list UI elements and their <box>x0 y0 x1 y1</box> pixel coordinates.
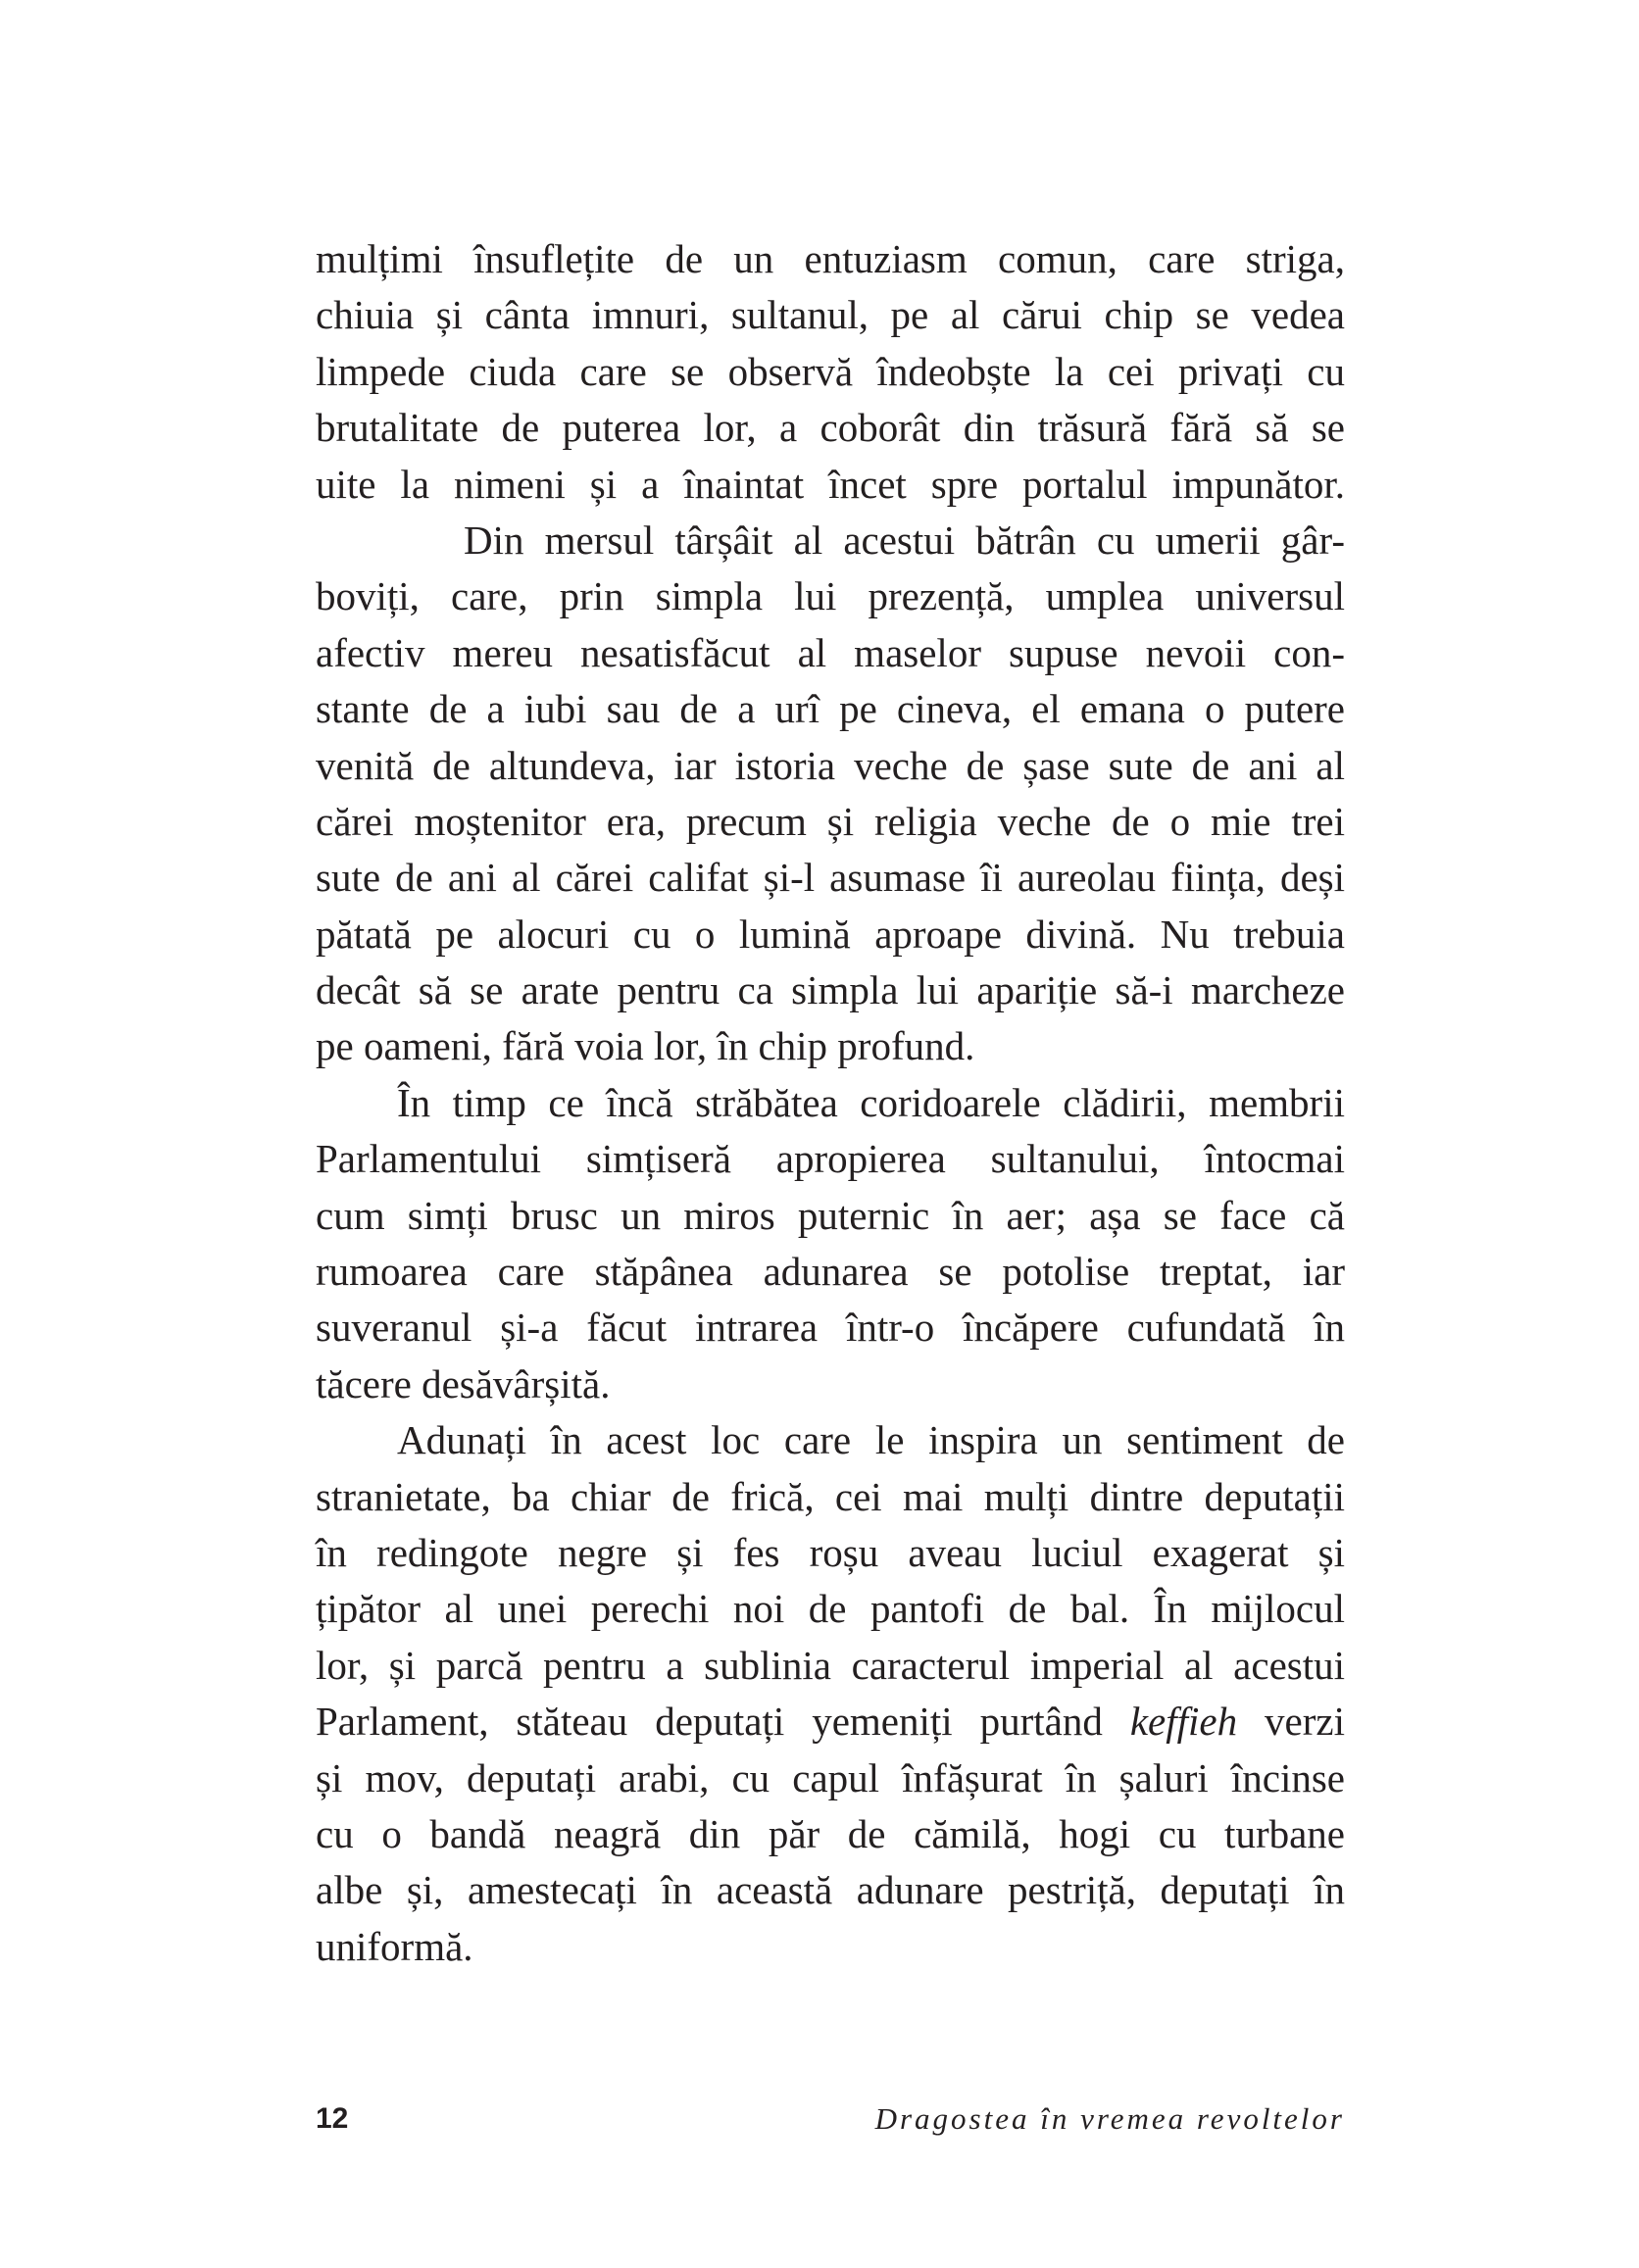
text-line: mulțimi însuflețite de un entuziasm comun, care striga, <box>316 236 1345 281</box>
text-line: cum simți brusc un miros puternic în aer; așa se face că <box>316 1192 1345 1238</box>
text-line: lor, și parcă pentru a sublinia caracterul imperial al acestui <box>316 1642 1345 1688</box>
text-line: cu o bandă neagră din păr de cămilă, hogi cu turbane <box>316 1810 1345 1856</box>
text-line: limpede ciuda care se observă îndeobște la cei privați cu <box>316 348 1345 394</box>
text-line: decât să se arate pentru ca simpla lui apariție să-i marcheze <box>316 967 1345 1013</box>
text-line: brutalitate de puterea lor, a coborât din trăsură fără să se <box>316 405 1345 451</box>
text-line: rumoarea care stăpânea adunarea se potolise treptat, iar <box>316 1249 1345 1295</box>
text-line: tăcere desăvârșită. <box>316 1360 611 1406</box>
text-line: venită de altundeva, iar istoria veche de șase sute de ani al <box>316 742 1345 788</box>
text-line: afectiv mereu nesatisfăcut al maselor supuse nevoii con- <box>316 629 1345 675</box>
paragraph <box>316 513 1345 1075</box>
text-line: și mov, deputați arabi, cu capul înfășurat în șaluri încinse <box>316 1754 1345 1800</box>
page-footer <box>316 2097 1345 2141</box>
text-segment: Parlament, stăteau deputați yemeniți purtând <box>316 1699 1130 1745</box>
italic-term: keffieh <box>1129 1699 1238 1745</box>
running-title: Dragostea în vremea revoltelor <box>874 2101 1345 2136</box>
text-line: suveranul și-a făcut intrarea într-o încăpere cufundată în <box>316 1305 1345 1351</box>
text-line: boviți, care, prin simpla lui prezență, umplea universul <box>316 573 1345 619</box>
text-line: stranietate, ba chiar de frică, cei mai mulți dintre deputații <box>316 1473 1345 1519</box>
body-text <box>316 231 1345 1975</box>
paragraph <box>316 1075 1345 1412</box>
text-line: cărei moștenitor era, precum și religia veche de o mie trei <box>316 798 1345 844</box>
text-line: pătată pe alocuri cu o lumină aproape divină. Nu trebuia <box>316 911 1345 957</box>
page-number: 12 <box>316 2102 349 2135</box>
text-line: Adunați în acest loc care le inspira un sentiment de <box>397 1417 1345 1463</box>
paragraph <box>316 231 1345 513</box>
text-line <box>316 1694 1345 1750</box>
text-line: uite la nimeni și a înaintat încet spre portalul impunător. <box>316 461 1345 507</box>
text-segment: verzi <box>1237 1699 1345 1745</box>
text-line: sute de ani al cărei califat și-l asumase îi aureolau ființa, deși <box>316 855 1345 901</box>
text-line: pe oameni, fără voia lor, în chip profund. <box>316 1023 975 1069</box>
text-line: În timp ce încă străbătea coridoarele clădirii, membrii <box>397 1079 1345 1125</box>
text-line: albe și, amestecați în această adunare pestriță, deputați în <box>316 1867 1345 1913</box>
text-line: stante de a iubi sau de a urî pe cineva, el emana o putere <box>316 686 1345 732</box>
paragraph <box>316 1412 1345 1975</box>
text-line: țipător al unei perechi noi de pantofi de bal. În mijlocul <box>316 1586 1345 1632</box>
text-line: Din mersul târșâit al acestui bătrân cu umerii gâr- <box>464 517 1345 563</box>
text-line: chiuia și cânta imnuri, sultanul, pe al cărui chip se vedea <box>316 292 1345 338</box>
text-line: în redingote negre și fes roșu aveau luciul exagerat și <box>316 1529 1345 1575</box>
text-line: Parlamentului simțiseră apropierea sultanului, întocmai <box>316 1136 1345 1182</box>
text-line: uniformă. <box>316 1923 473 1969</box>
